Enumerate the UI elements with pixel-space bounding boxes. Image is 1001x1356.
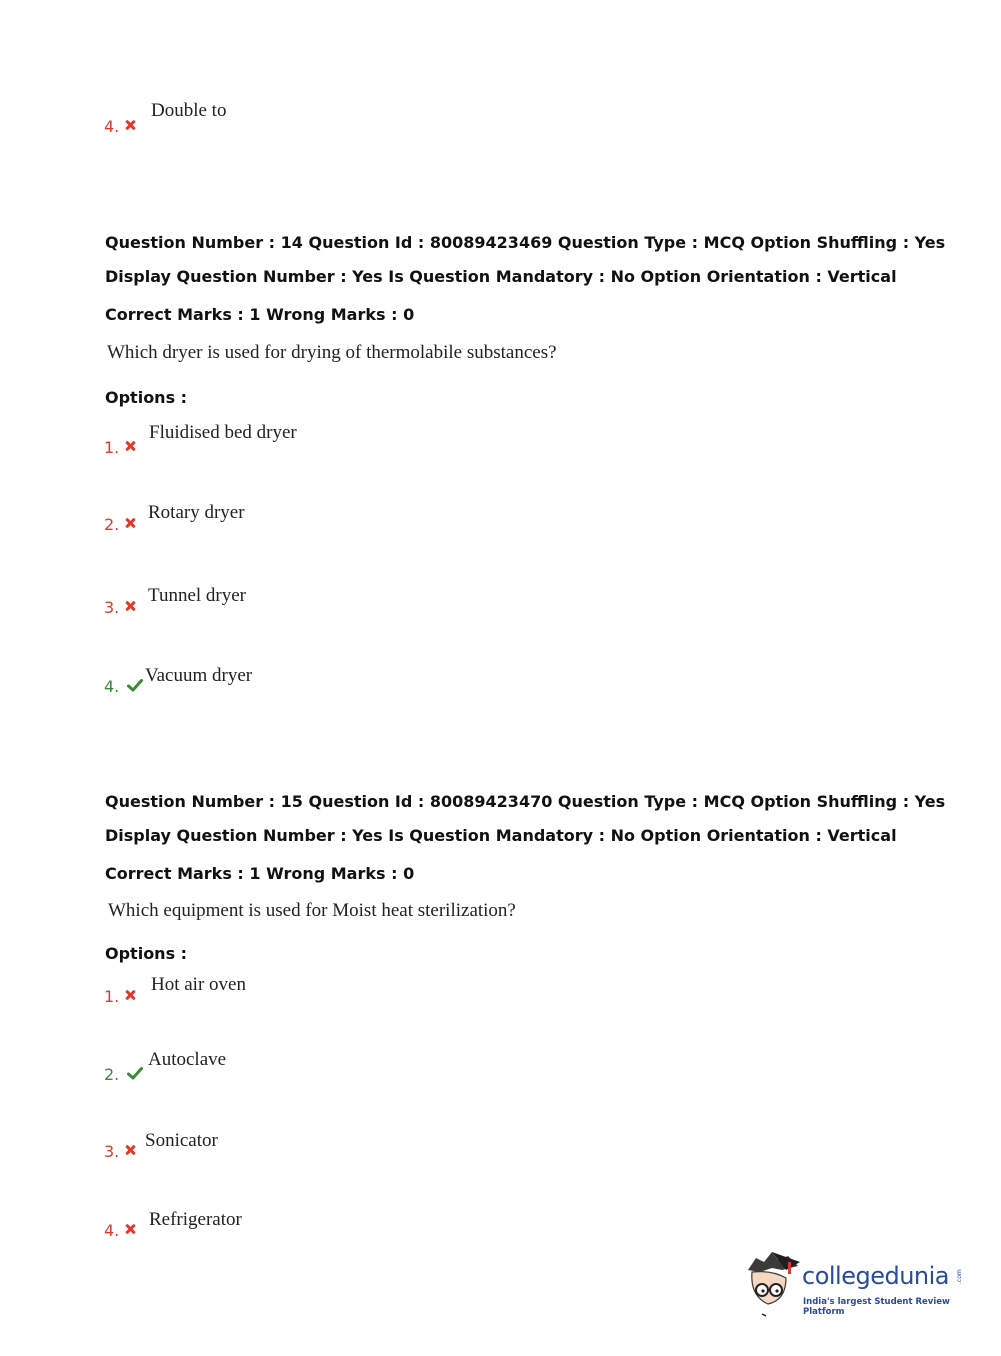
- option-text: Fluidised bed dryer: [149, 422, 297, 443]
- option-text: Refrigerator: [149, 1209, 242, 1230]
- question-marks: Correct Marks : 1 Wrong Marks : 0: [105, 305, 415, 324]
- question-meta-line1: Question Number : 15 Question Id : 80089423470 Question Type : MCQ Option Shuffling : Yes: [105, 792, 946, 811]
- cross-icon: [125, 1224, 135, 1234]
- question-meta-line1: Question Number : 14 Question Id : 80089423469 Question Type : MCQ Option Shuffling : Yes: [105, 233, 946, 252]
- mascot-icon: [742, 1248, 802, 1318]
- option-text: Double to: [151, 100, 227, 121]
- option-number: 3.: [104, 598, 135, 617]
- option-text: Hot air oven: [151, 974, 246, 995]
- collegedunia-logo: [742, 1248, 972, 1318]
- option-number: 1.: [104, 438, 135, 457]
- logo-tagline: India's largest Student Review Platform: [803, 1297, 950, 1317]
- logo-suffix: .com: [956, 1269, 963, 1284]
- option-number: 3.: [104, 1142, 135, 1161]
- cross-icon: [125, 601, 135, 611]
- check-icon: [127, 679, 143, 692]
- question-text: Which equipment is used for Moist heat sterilization?: [108, 900, 516, 921]
- cross-icon: [125, 990, 135, 1000]
- cross-icon: [125, 441, 135, 451]
- option-text: Rotary dryer: [148, 502, 245, 523]
- option-text: Tunnel dryer: [148, 585, 246, 606]
- options-label: Options :: [105, 944, 188, 963]
- question-marks: Correct Marks : 1 Wrong Marks : 0: [105, 864, 415, 883]
- check-icon: [127, 1067, 143, 1080]
- option-text: Sonicator: [145, 1130, 218, 1151]
- logo-wordmark: collegedunia: [802, 1262, 950, 1290]
- cross-icon: [125, 120, 135, 130]
- option-number: 1.: [104, 987, 135, 1006]
- option-text: Autoclave: [148, 1049, 227, 1070]
- option-text: Vacuum dryer: [145, 665, 253, 686]
- cross-icon: [125, 1145, 135, 1155]
- question-text: Which dryer is used for drying of thermolabile substances?: [107, 342, 557, 363]
- cross-icon: [125, 518, 135, 528]
- options-label: Options :: [105, 388, 188, 407]
- option-number: 4.: [104, 677, 143, 696]
- option-number: 2.: [104, 515, 135, 534]
- question-meta-line2: Display Question Number : Yes Is Question Mandatory : No Option Orientation : Vertical: [105, 267, 897, 286]
- option-number: 2.: [104, 1065, 143, 1084]
- option-number: 4.: [104, 1221, 135, 1240]
- option-number: 4.: [104, 117, 135, 136]
- question-meta-line2: Display Question Number : Yes Is Question Mandatory : No Option Orientation : Vertical: [105, 826, 897, 845]
